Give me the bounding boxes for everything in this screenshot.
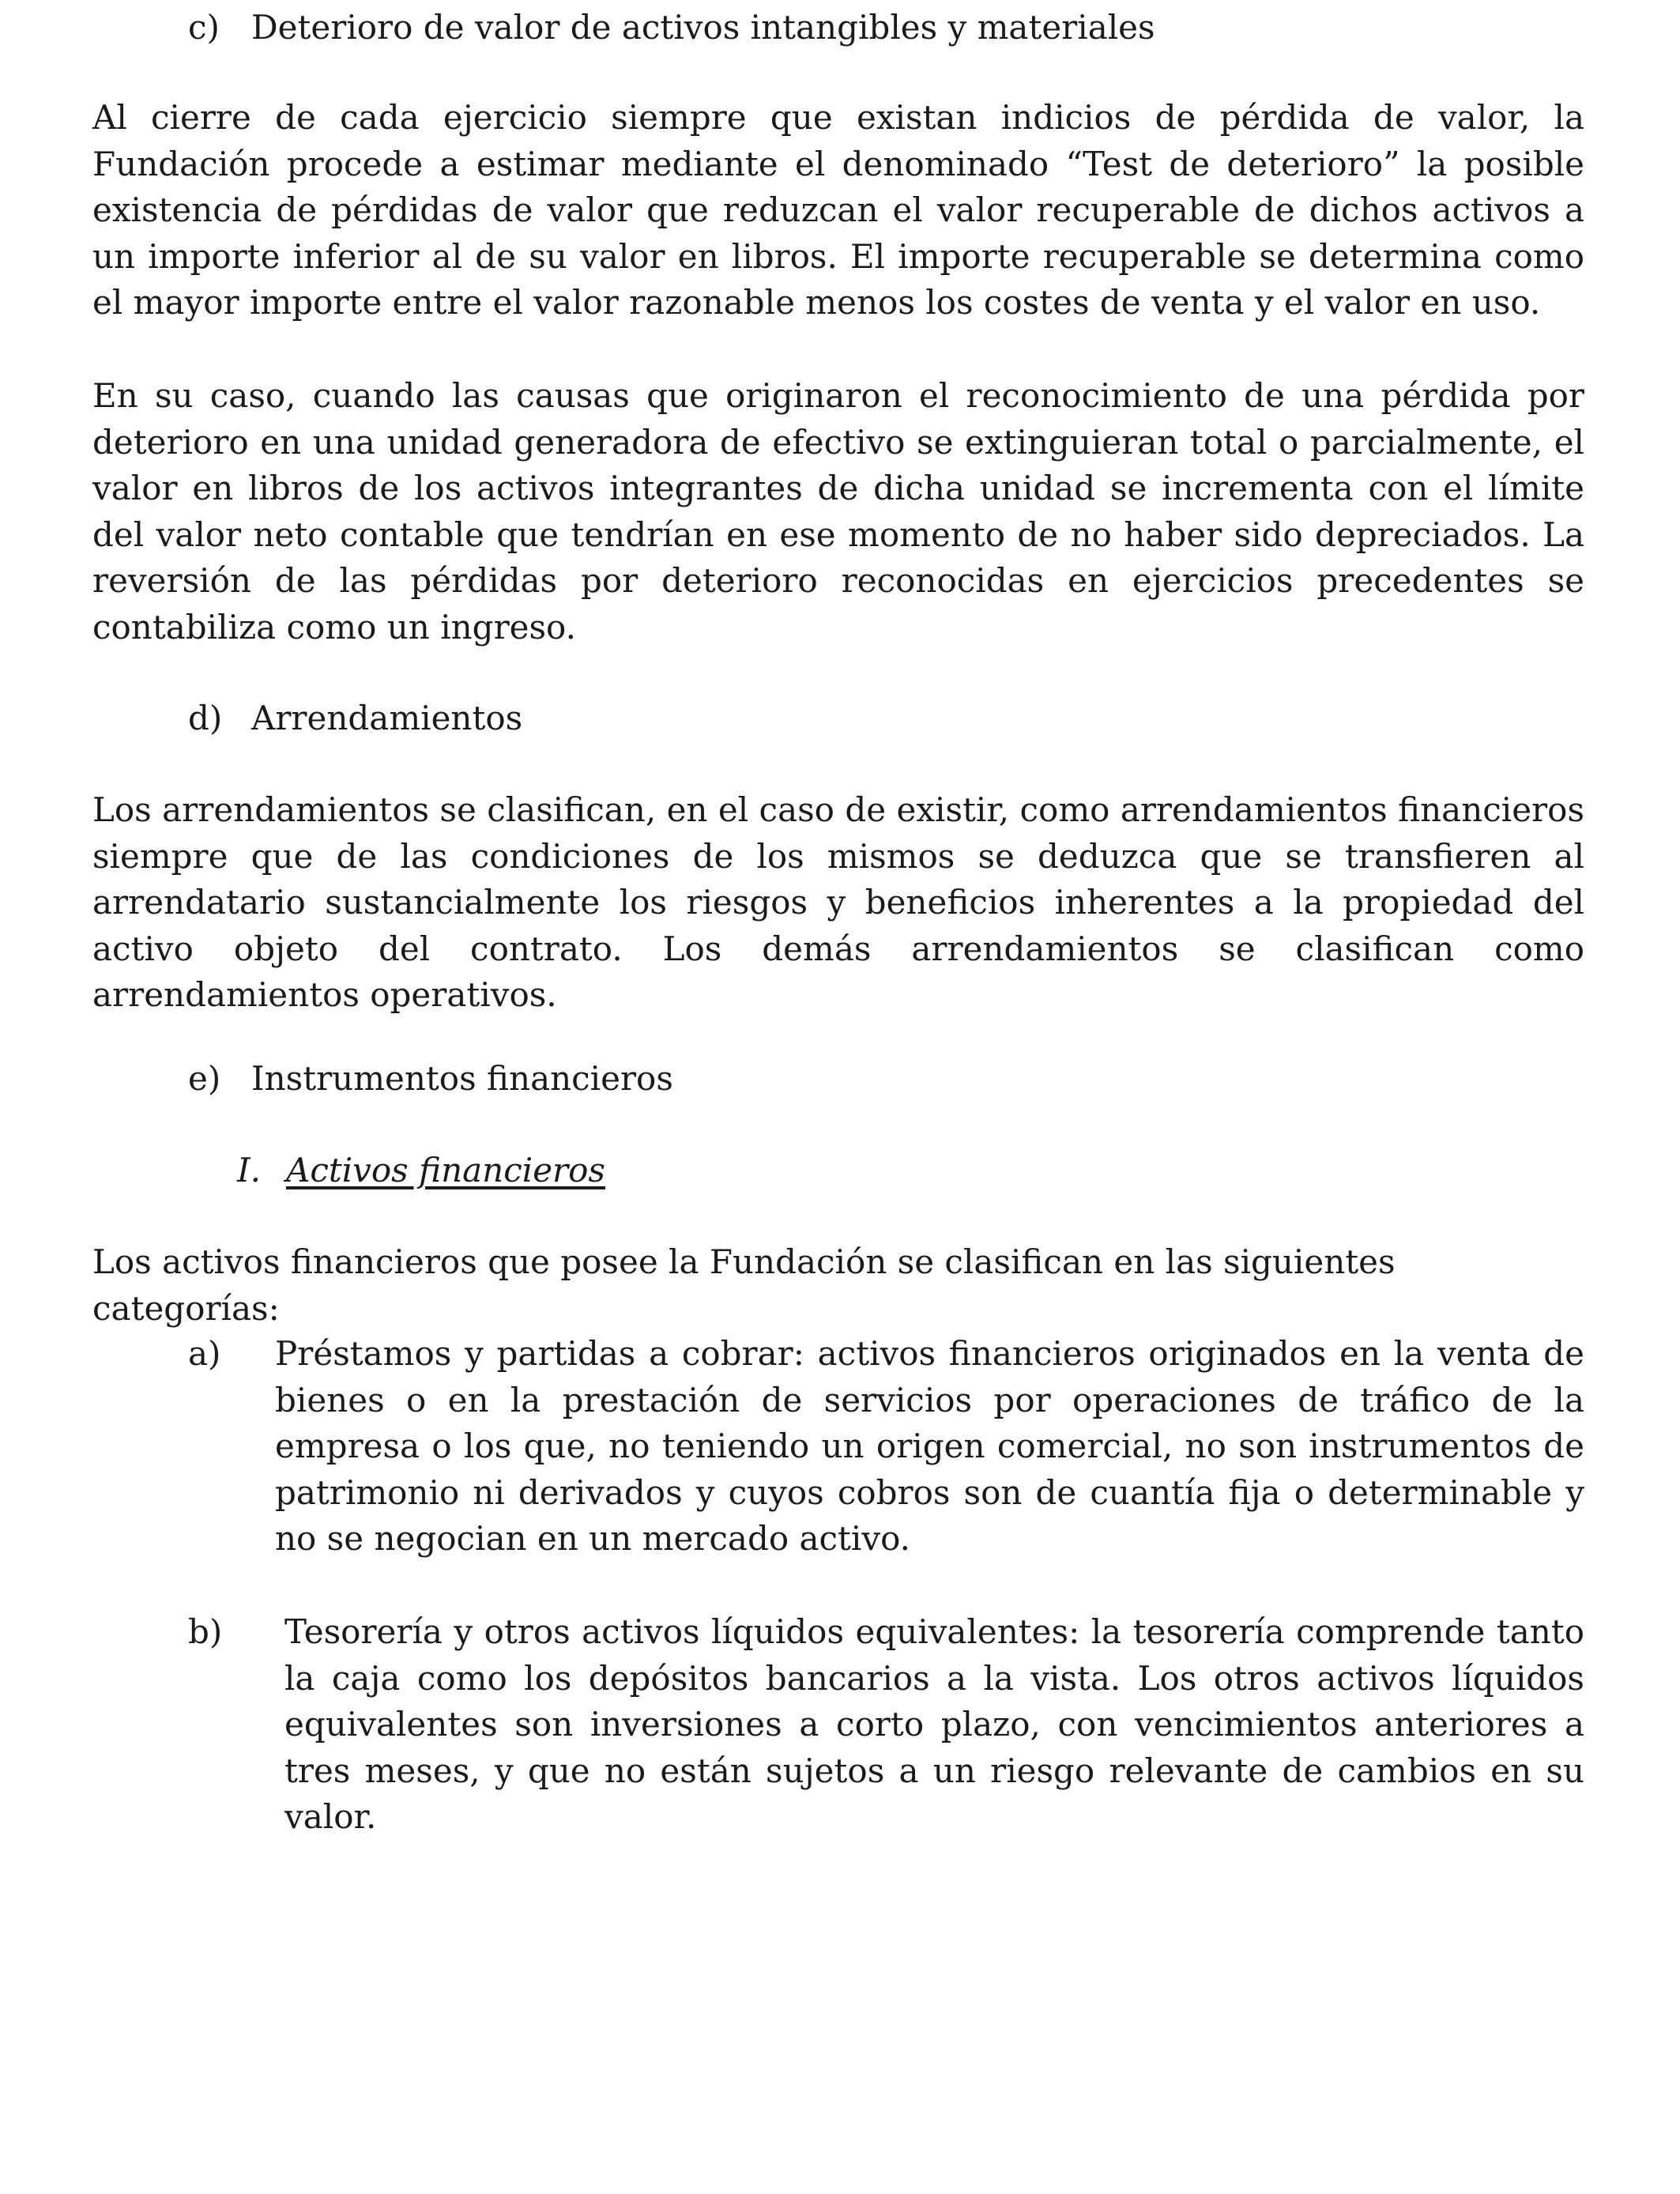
subsection-title: Activos financieros: [286, 1151, 605, 1189]
section-e-marker: e): [188, 1059, 221, 1098]
section-c-paragraph-2: En su caso, cuando las causas que originaron el reconocimiento de una pérdida por deterioro en una unidad generadora de efectivo se extinguieran total o parcialmente, el valor en libros de los activos integrantes de dicha unidad se incrementa con el límite del valor neto contable que tendrían en ese momento de no haber sido depreciados. La reversión de las pérdidas por deterioro reconocidas en ejercicios precedentes se contabiliza como un ingreso.: [92, 376, 1584, 647]
subsection-heading: [237, 1148, 605, 1193]
section-d-paragraph-1: Los arrendamientos se clasifican, en el caso de existir, como arrendamientos financieros siempre que de las condiciones de los mismos se deduzca que se transfieren al arrendatario sustancialmente los riesgos y beneficios inherentes a la propiedad del activo objeto del contrato. Los demás arrendamientos se clasifican como arrendamientos operativos.: [92, 790, 1584, 1015]
section-d-marker: d): [188, 699, 223, 737]
list-item-b-text: Tesorería y otros activos líquidos equivalentes: la tesorería comprende tanto la caja como los depósitos bancarios a la vista. Los otros activos líquidos equivalentes son inversiones a corto plazo, con vencimientos anteriores a tres meses, y que no están sujetos a un riesgo relevante de cambios en su valor.: [284, 1612, 1584, 1837]
section-c-title: Deterioro de valor de activos intangibles y materiales: [251, 8, 1155, 47]
list-item-b-marker: b): [188, 1612, 223, 1651]
section-c-marker: c): [188, 8, 220, 47]
subsection-number: I.: [237, 1151, 261, 1189]
section-c-paragraph-1: Al cierre de cada ejercicio siempre que existan indicios de pérdida de valor, la Fundación procede a estimar mediante el denominado “Test de deterioro” la posible existencia de pérdidas de valor que reduzcan el valor recuperable de dichos activos a un importe inferior al de su valor en libros. El importe recuperable se determina como el mayor importe entre el valor razonable menos los costes de venta y el valor en uso.: [92, 98, 1584, 322]
section-d-title: Arrendamientos: [251, 699, 523, 737]
section-e-heading: [188, 1056, 673, 1102]
section-e-title: Instrumentos financieros: [251, 1059, 673, 1098]
list-item-a-marker: a): [188, 1334, 221, 1373]
section-c-heading: [188, 5, 1155, 51]
section-d-heading: [188, 696, 522, 741]
list-item-a-text: Préstamos y partidas a cobrar: activos financieros originados en la venta de bienes o en la prestación de servicios por operaciones de tráfico de la empresa o los que, no teniendo un origen comercial, no son instrumentos de patrimonio ni derivados y cuyos cobros son de cuantía fija o determinable y no se negocian en un mercado activo.: [275, 1334, 1584, 1559]
section-e-intro: Los activos financieros que posee la Fundación se clasifican en las siguientes categorías:: [92, 1242, 1396, 1328]
